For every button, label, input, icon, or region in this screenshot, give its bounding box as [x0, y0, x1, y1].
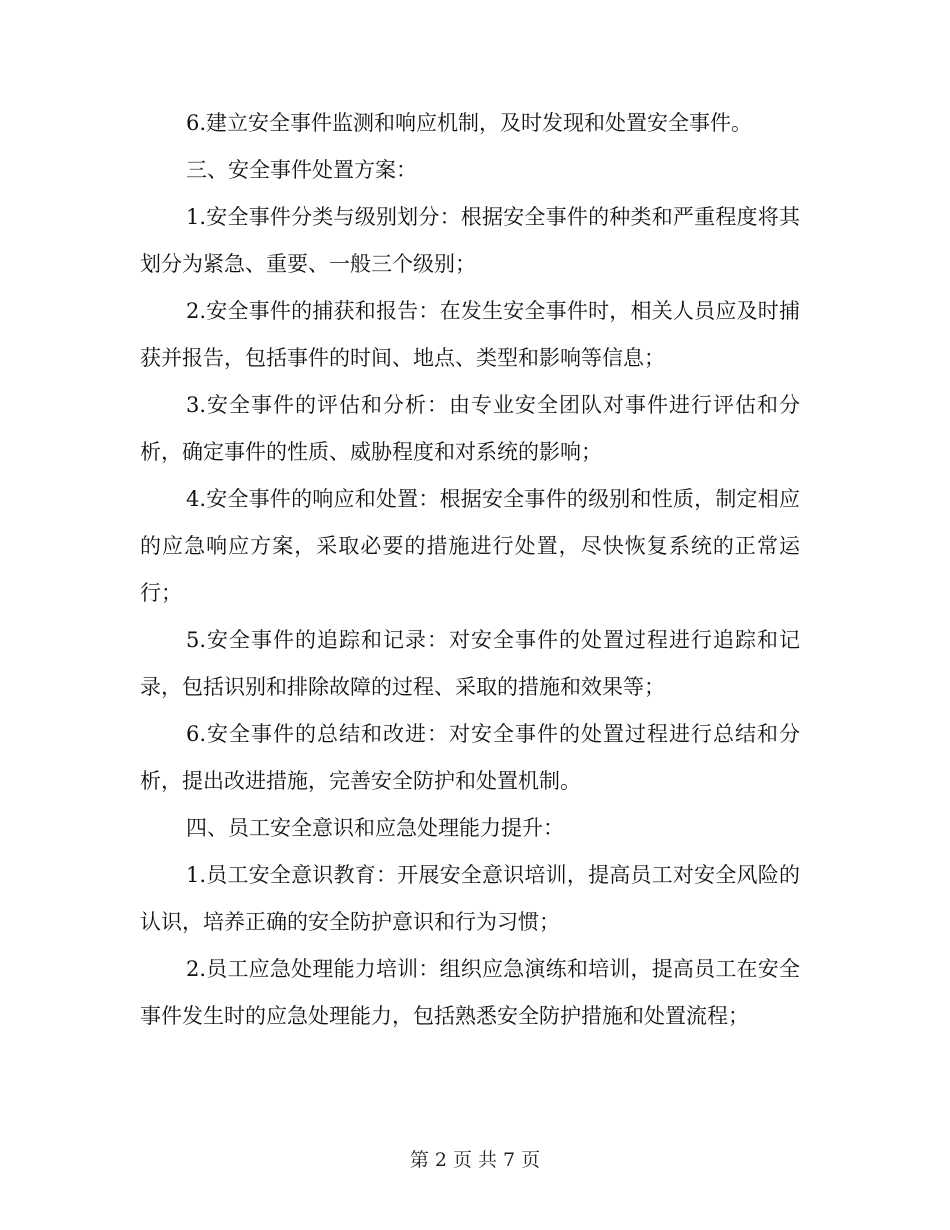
section-heading-staff-awareness: 四、员工安全意识和应急处理能力提升：	[186, 816, 564, 840]
paragraph-item-6-summary: 6.安全事件的总结和改进：对安全事件的处置过程进行总结和分析，提出改进措施，完善安全防护和处置机制。	[140, 722, 800, 793]
paragraph-item-1-classification: 1.安全事件分类与级别划分：根据安全事件的种类和严重程度将其划分为紧急、重要、一般三个级别；	[140, 205, 800, 276]
paragraph-item-1-awareness-education: 1.员工安全意识教育：开展安全意识培训，提高员工对安全风险的认识，培养正确的安全防护意识和行为习惯；	[140, 863, 800, 934]
paragraph-item-6-monitoring: 6.建立安全事件监测和响应机制，及时发现和处置安全事件。	[186, 111, 753, 135]
paragraph-item-2-emergency-training: 2.员工应急处理能力培训：组织应急演练和培训，提高员工在安全事件发生时的应急处理能力，包括熟悉安全防护措施和处置流程；	[140, 957, 800, 1028]
paragraph-item-3-assessment: 3.安全事件的评估和分析：由专业安全团队对事件进行评估和分析，确定事件的性质、威胁程度和对系统的影响；	[140, 393, 800, 464]
paragraph-item-4-response: 4.安全事件的响应和处置：根据安全事件的级别和性质，制定相应的应急响应方案，采取必要的措施进行处置，尽快恢复系统的正常运行；	[140, 487, 800, 605]
section-heading-incident-plan: 三、安全事件处置方案：	[186, 158, 417, 182]
page-number-footer: 第 2 页 共 7 页	[409, 1149, 541, 1171]
paragraph-item-5-tracking: 5.安全事件的追踪和记录：对安全事件的处置过程进行追踪和记录，包括识别和排除故障的过程、采取的措施和效果等；	[140, 628, 800, 699]
paragraph-item-2-capture-report: 2.安全事件的捕获和报告：在发生安全事件时，相关人员应及时捕获并报告，包括事件的时间、地点、类型和影响等信息；	[140, 299, 800, 370]
document-body	[140, 100, 800, 1040]
